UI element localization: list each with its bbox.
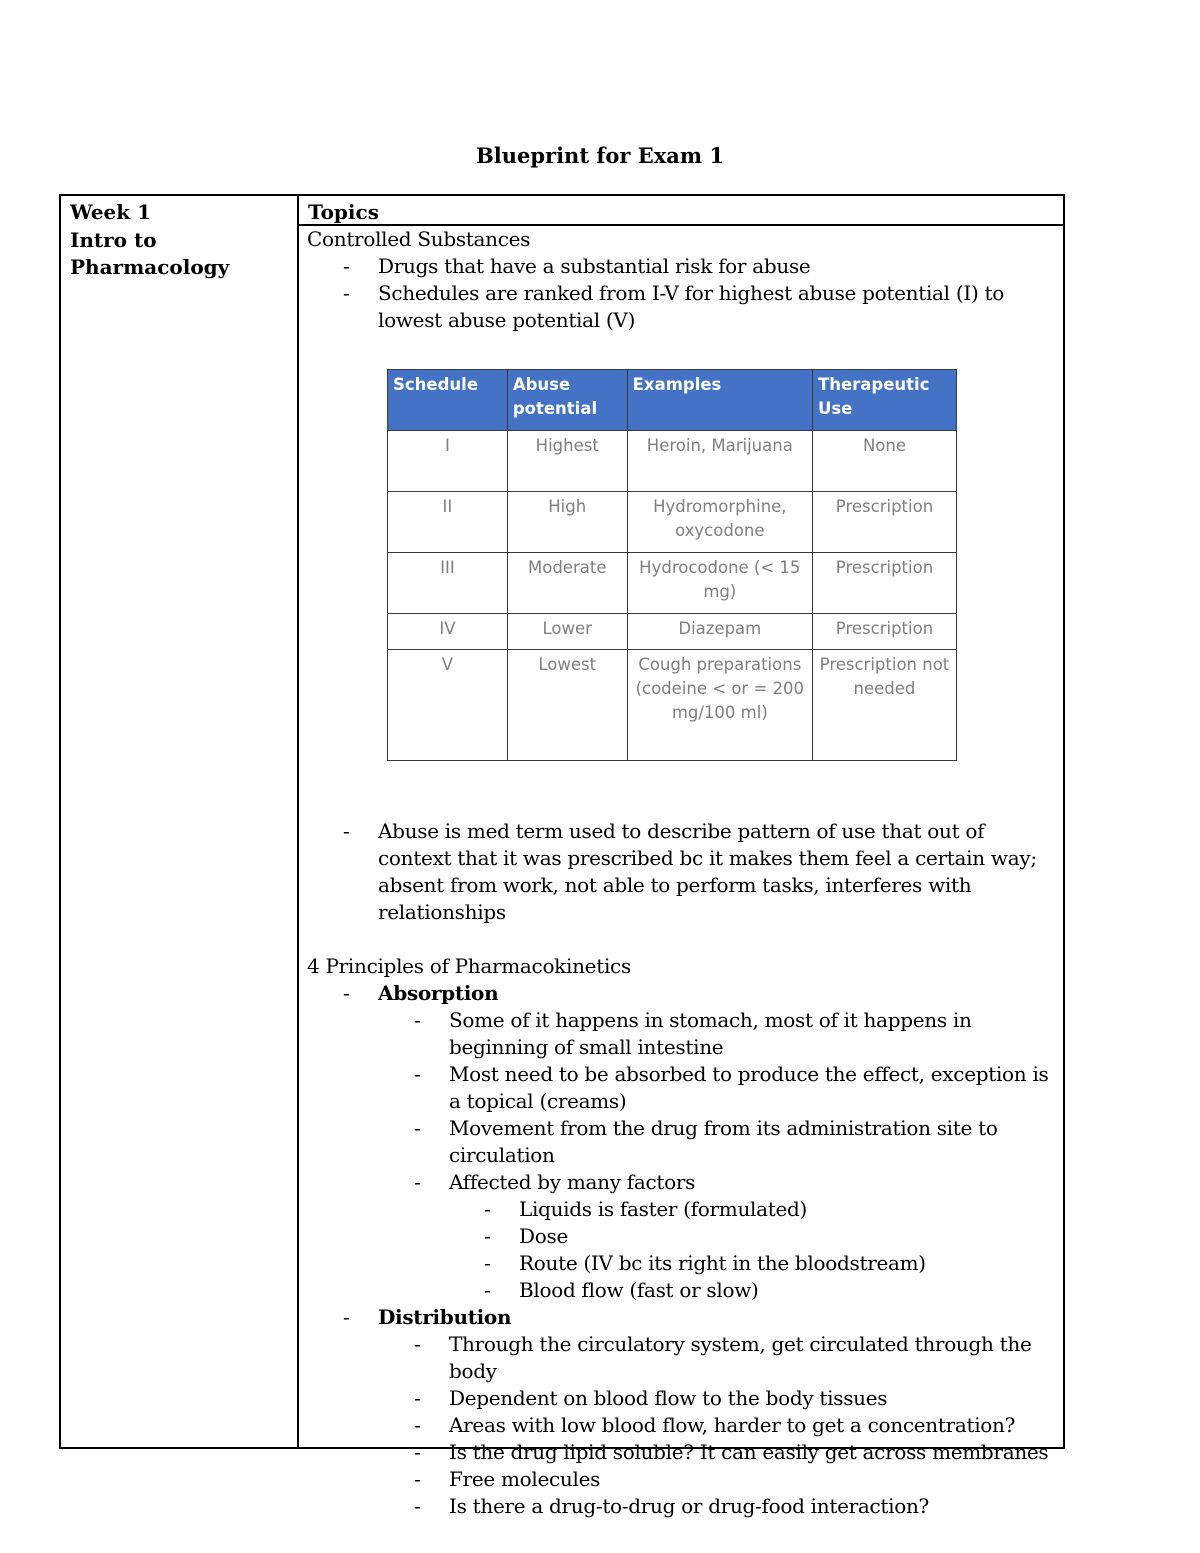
bullet-dash: - bbox=[343, 254, 350, 278]
list-item bbox=[307, 1061, 1062, 1115]
bullet-dash: - bbox=[484, 1224, 491, 1248]
course-title: Intro to Pharmacology bbox=[70, 228, 230, 279]
list-item bbox=[307, 1250, 1062, 1277]
list-item-text: Liquids is faster (formulated) bbox=[519, 1197, 808, 1221]
table-cell: Cough preparations (codeine < or = 200 mg/100 ml) bbox=[627, 650, 812, 761]
section-heading-pharmacokinetics: 4 Principles of Pharmacokinetics bbox=[307, 954, 631, 978]
week-label: Week 1 bbox=[70, 200, 152, 224]
bullet-dash: - bbox=[484, 1278, 491, 1302]
schedule-table-wrapper bbox=[387, 369, 1062, 761]
list-item-text: Is the drug lipid soluble? It can easily get across membranes bbox=[449, 1440, 1049, 1464]
bullet-dash: - bbox=[484, 1251, 491, 1275]
list-item bbox=[307, 1385, 1062, 1412]
table-cell: Prescription not needed bbox=[812, 650, 956, 761]
list-item-text: Movement from the drug from its administration site to circulation bbox=[449, 1116, 998, 1167]
list-item bbox=[307, 1169, 1062, 1196]
table-row bbox=[388, 650, 957, 761]
list-item-text: Route (IV bc its right in the bloodstream) bbox=[519, 1251, 926, 1275]
table-row bbox=[388, 553, 957, 614]
list-item bbox=[307, 1277, 1062, 1304]
list-item-text: Free molecules bbox=[449, 1467, 601, 1491]
bullet-dash: - bbox=[414, 1413, 421, 1437]
column-header-therapeutic-use: Therapeutic Use bbox=[812, 370, 956, 431]
table-cell: None bbox=[812, 431, 956, 492]
table-cell: Lowest bbox=[507, 650, 627, 761]
list-item bbox=[307, 1439, 1062, 1466]
list-item-text: Areas with low blood flow, harder to get a concentration? bbox=[449, 1413, 1016, 1437]
table-cell: Diazepam bbox=[627, 614, 812, 650]
list-item bbox=[307, 1223, 1062, 1250]
list-item bbox=[307, 1466, 1062, 1493]
bullet-dash: - bbox=[343, 819, 350, 843]
table-row bbox=[388, 431, 957, 492]
list-item bbox=[307, 1115, 1062, 1169]
list-item-text: Is there a drug-to-drug or drug-food interaction? bbox=[449, 1494, 929, 1518]
bullet-dash: - bbox=[343, 981, 350, 1005]
table-cell: Prescription bbox=[812, 614, 956, 650]
list-item-text: Affected by many factors bbox=[449, 1170, 696, 1194]
table-row bbox=[388, 492, 957, 553]
list-item bbox=[307, 1007, 1062, 1061]
table-cell: Hydrocodone (< 15 mg) bbox=[627, 553, 812, 614]
list-item-text: Dependent on blood flow to the body tissues bbox=[449, 1386, 888, 1410]
topics-header: Topics bbox=[308, 200, 379, 224]
table-cell: I bbox=[388, 431, 508, 492]
schedule-table-header-row bbox=[388, 370, 957, 431]
table-cell: III bbox=[388, 553, 508, 614]
table-cell: High bbox=[507, 492, 627, 553]
table-cell: Prescription bbox=[812, 492, 956, 553]
bullet-dash: - bbox=[414, 1332, 421, 1356]
table-cell: V bbox=[388, 650, 508, 761]
table-cell: Lower bbox=[507, 614, 627, 650]
bullet-dash: - bbox=[343, 281, 350, 305]
list-item-text: Drugs that have a substantial risk for abuse bbox=[378, 254, 811, 278]
subsection-heading-distribution: Distribution bbox=[378, 1305, 512, 1329]
list-item bbox=[307, 1412, 1062, 1439]
bullet-dash: - bbox=[414, 1170, 421, 1194]
subsection-heading-absorption: Absorption bbox=[378, 981, 499, 1005]
topics-content bbox=[307, 226, 1062, 1520]
bullet-dash: - bbox=[484, 1197, 491, 1221]
schedule-table bbox=[387, 369, 957, 761]
table-cell: IV bbox=[388, 614, 508, 650]
column-header-examples: Examples bbox=[627, 370, 812, 431]
list-item bbox=[307, 1493, 1062, 1520]
bullet-dash: - bbox=[414, 1386, 421, 1410]
table-row bbox=[388, 614, 957, 650]
list-item bbox=[307, 818, 1062, 926]
document-title: Blueprint for Exam 1 bbox=[475, 143, 725, 168]
list-item-text: Most need to be absorbed to produce the effect, exception is a topical (creams) bbox=[449, 1062, 1049, 1113]
list-item-text: Through the circulatory system, get circulated through the body bbox=[449, 1332, 1032, 1383]
list-item bbox=[307, 980, 1062, 1007]
table-cell: II bbox=[388, 492, 508, 553]
column-header-schedule: Schedule bbox=[388, 370, 508, 431]
list-item bbox=[307, 1331, 1062, 1385]
bullet-dash: - bbox=[343, 1305, 350, 1329]
bullet-dash: - bbox=[414, 1494, 421, 1518]
column-header-abuse-potential: Abuse potential bbox=[507, 370, 627, 431]
list-item bbox=[307, 1304, 1062, 1331]
list-item bbox=[307, 253, 1062, 280]
list-item bbox=[307, 280, 1062, 334]
bullet-dash: - bbox=[414, 1467, 421, 1491]
list-item-text: Abuse is med term used to describe pattern of use that out of context that it was prescribed bc it makes them feel a certain way; absent from work, not able to perform tasks, interferes with relationships bbox=[378, 819, 1037, 924]
table-cell: Prescription bbox=[812, 553, 956, 614]
table-cell: Hydromorphine, oxycodone bbox=[627, 492, 812, 553]
list-item bbox=[307, 1196, 1062, 1223]
section-heading-controlled-substances: Controlled Substances bbox=[307, 227, 531, 251]
list-item-text: Blood flow (fast or slow) bbox=[519, 1278, 759, 1302]
table-cell: Moderate bbox=[507, 553, 627, 614]
list-item-text: Dose bbox=[519, 1224, 568, 1248]
bullet-dash: - bbox=[414, 1008, 421, 1032]
column-divider bbox=[297, 196, 299, 1447]
bullet-dash: - bbox=[414, 1116, 421, 1140]
list-item-text: Schedules are ranked from I-V for highest abuse potential (I) to lowest abuse potential (V) bbox=[378, 281, 1004, 332]
bullet-dash: - bbox=[414, 1062, 421, 1086]
list-item-text: Some of it happens in stomach, most of it happens in beginning of small intestine bbox=[449, 1008, 972, 1059]
table-cell: Highest bbox=[507, 431, 627, 492]
bullet-dash: - bbox=[414, 1440, 421, 1464]
table-cell: Heroin, Marijuana bbox=[627, 431, 812, 492]
